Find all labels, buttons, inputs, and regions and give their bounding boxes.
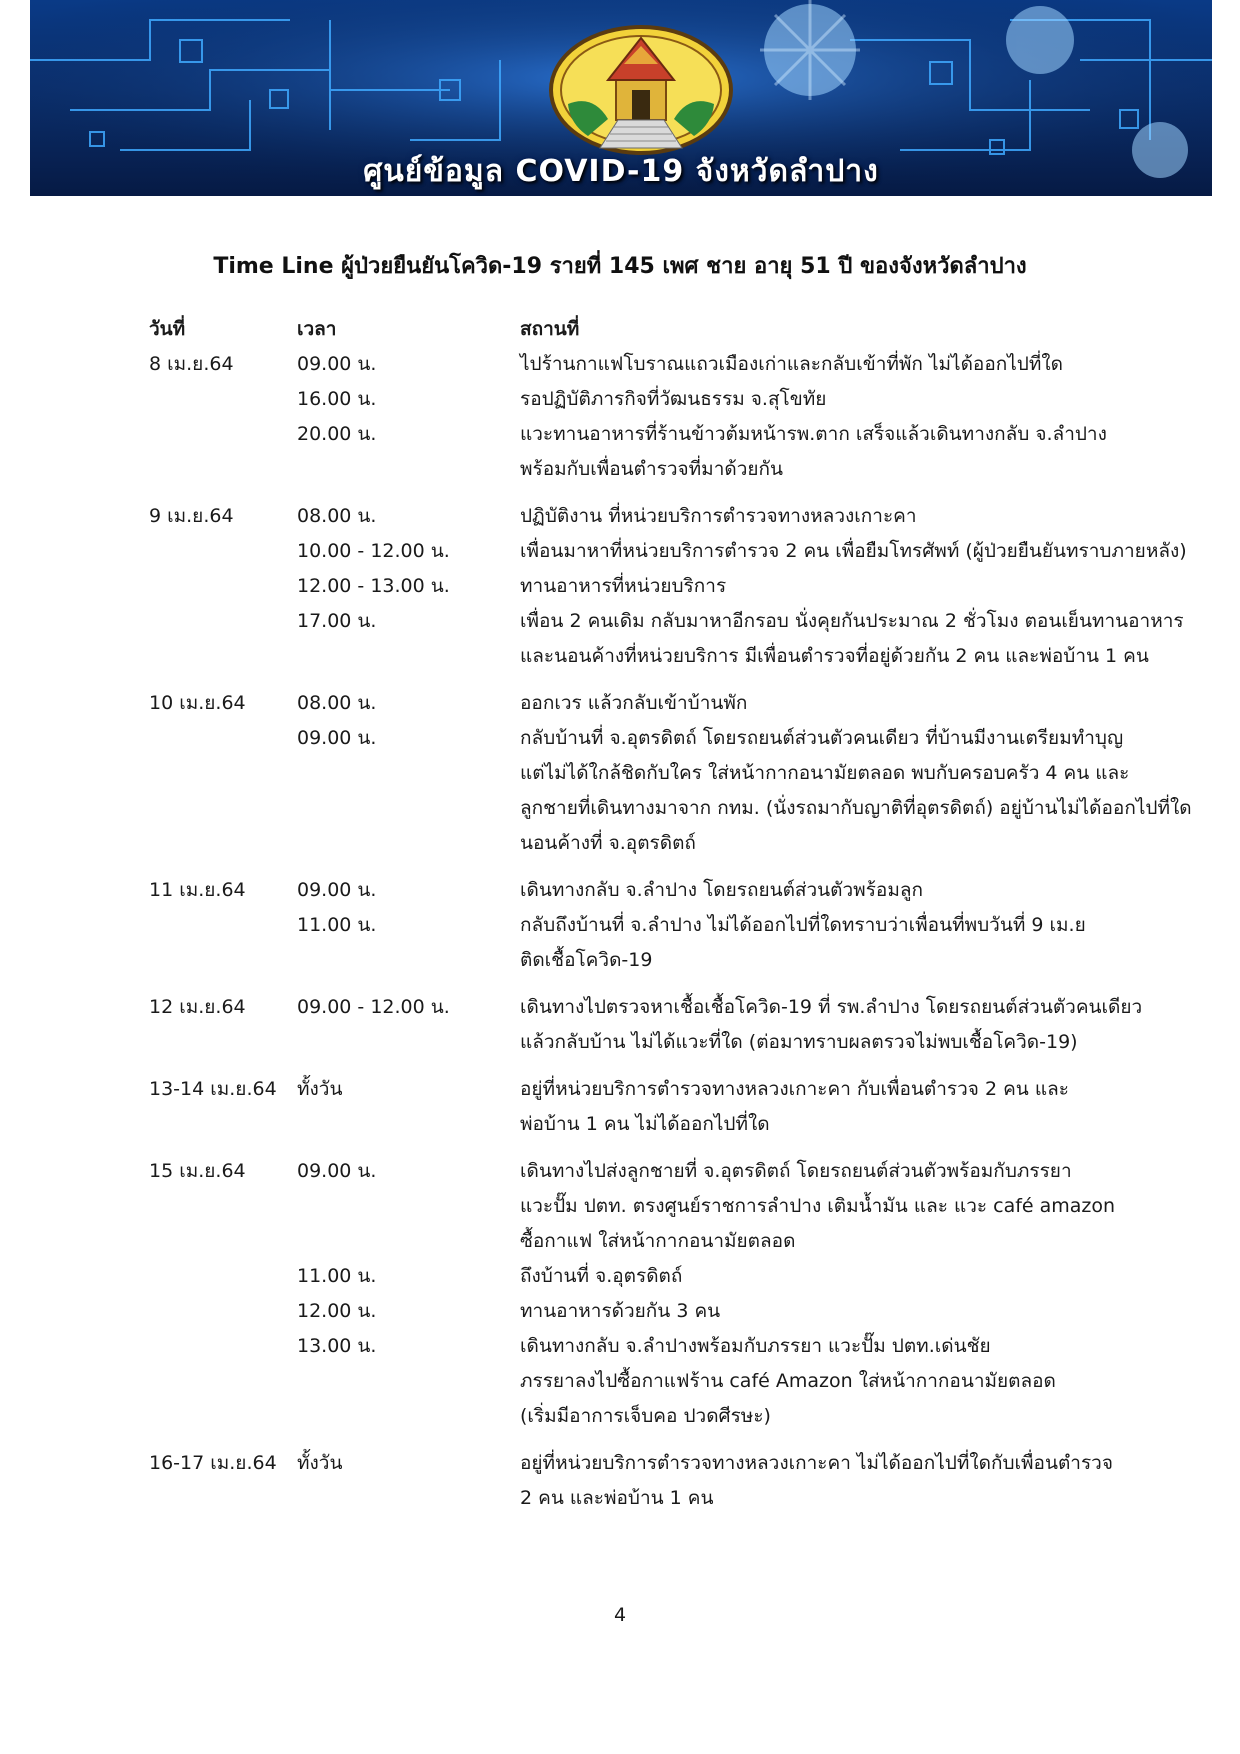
time-cell: 08.00 น. [297,505,377,527]
group-spacer [149,1142,1209,1154]
time-cell: 11.00 น. [297,914,377,936]
group-spacer [149,978,1209,990]
table-row [149,604,1209,674]
timeline-day-group [149,990,1209,1060]
table-row [149,1446,1209,1516]
table-row [149,417,1209,487]
place-line: เดินทางไปตรวจหาเชื้อเชื้อโควิด-19 ที่ รพ.ลำปาง โดยรถยนต์ส่วนตัวคนเดียว [520,996,1143,1018]
time-cell: 09.00 น. [297,727,377,749]
time-cell: 09.00 น. [297,1160,377,1182]
date-cell: 9 เม.ย.64 [149,505,234,527]
place-line: พร้อมกับเพื่อนตำรวจที่มาด้วยกัน [520,458,784,480]
place-line: ติดเชื้อโควิด-19 [520,949,653,971]
time-cell: 09.00 น. [297,879,377,901]
lampang-province-seal-icon [548,24,734,156]
time-cell: 11.00 น. [297,1265,377,1287]
time-cell: 08.00 น. [297,692,377,714]
timeline-day-group [149,873,1209,978]
place-line: กลับถึงบ้านที่ จ.ลำปาง ไม่ได้ออกไปที่ใดทราบว่าเพื่อนที่พบวันที่ 9 เม.ย [520,914,1086,936]
page-number: 4 [613,1604,627,1626]
time-cell: 10.00 - 12.00 น. [297,540,450,562]
place-cell [520,534,1209,569]
time-cell: 13.00 น. [297,1335,377,1357]
place-line: เพื่อนมาหาที่หน่วยบริการตำรวจ 2 คน เพื่อยืมโทรศัพท์ (ผู้ป่วยยืนยันทราบภายหลัง) [520,540,1187,562]
place-line: กลับบ้านที่ จ.อุตรดิตถ์ โดยรถยนต์ส่วนตัวคนเดียว ที่บ้านมีงานเตรียมทำบุญ [520,727,1124,749]
place-line: ออกเวร แล้วกลับเข้าบ้านพัก [520,692,748,714]
table-row [149,1259,1209,1294]
timeline-body [149,347,1209,1516]
time-cell: 09.00 น. [297,353,377,375]
place-line: แวะปั๊ม ปตท. ตรงศูนย์ราชการลำปาง เติมน้ำมัน และ แวะ café amazon [520,1195,1116,1217]
date-cell [149,1329,297,1434]
table-row [149,1329,1209,1434]
table-row [149,721,1209,861]
date-cell [149,1294,297,1329]
date-cell [149,417,297,487]
timeline-day-group [149,347,1209,487]
time-cell: 16.00 น. [297,388,377,410]
place-cell [520,382,1209,417]
place-line: เดินทางกลับ จ.ลำปาง โดยรถยนต์ส่วนตัวพร้อมลูก [520,879,923,901]
header-date: วันที่ [149,318,186,340]
group-spacer [149,1060,1209,1072]
place-line: รอปฏิบัติภารกิจที่วัฒนธรรม จ.สุโขทัย [520,388,827,410]
place-cell [520,1329,1209,1434]
timeline-day-group [149,1446,1209,1516]
date-cell: 15 เม.ย.64 [149,1160,246,1182]
date-cell: 11 เม.ย.64 [149,879,246,901]
date-cell [149,604,297,674]
date-cell: 12 เม.ย.64 [149,996,246,1018]
date-cell: 16-17 เม.ย.64 [149,1452,277,1474]
place-cell [520,417,1209,487]
place-cell [520,873,1209,908]
time-cell: ทั้งวัน [297,1452,343,1474]
place-cell [520,604,1209,674]
table-row [149,908,1209,978]
time-cell: 09.00 - 12.00 น. [297,996,450,1018]
date-cell [149,534,297,569]
place-line: เพื่อน 2 คนเดิม กลับมาหาอีกรอบ นั่งคุยกันประมาณ 2 ชั่วโมง ตอนเย็นทานอาหาร [520,610,1184,632]
timeline-day-group [149,499,1209,674]
date-cell: 8 เม.ย.64 [149,353,234,375]
place-line: 2 คน และพ่อบ้าน 1 คน [520,1487,714,1509]
place-line: แล้วกลับบ้าน ไม่ได้แวะที่ใด (ต่อมาทราบผลตรวจไม่พบเชื้อโควิด-19) [520,1031,1078,1053]
place-line: ไปร้านกาแฟโบราณแถวเมืองเก่าและกลับเข้าที่พัก ไม่ได้ออกไปที่ใด [520,353,1064,375]
place-line: (เริ่มมีอาการเจ็บคอ ปวดศีรษะ) [520,1405,771,1427]
place-cell [520,1154,1209,1259]
place-cell [520,1259,1209,1294]
group-spacer [149,674,1209,686]
place-line: ปฏิบัติงาน ที่หน่วยบริการตำรวจทางหลวงเกาะคา [520,505,917,527]
table-row [149,382,1209,417]
place-cell [520,1294,1209,1329]
table-row [149,990,1209,1060]
place-line: ทานอาหารด้วยกัน 3 คน [520,1300,721,1322]
place-line: เดินทางไปส่งลูกชายที่ จ.อุตรดิตถ์ โดยรถยนต์ส่วนตัวพร้อมกับภรรยา [520,1160,1072,1182]
place-line: ภรรยาลงไปซื้อกาแฟร้าน café Amazon ใส่หน้ากากอนามัยตลอด [520,1370,1056,1392]
date-cell: 13-14 เม.ย.64 [149,1078,277,1100]
time-cell: 17.00 น. [297,610,377,632]
place-cell [520,721,1209,861]
group-spacer [149,861,1209,873]
header-banner [30,0,1212,196]
timeline-day-group [149,1072,1209,1142]
place-line: ซื้อกาแฟ ใส่หน้ากากอนามัยตลอด [520,1230,796,1252]
place-line: ถึงบ้านที่ จ.อุตรดิตถ์ [520,1265,683,1287]
place-line: เดินทางกลับ จ.ลำปางพร้อมกับภรรยา แวะปั๊ม ปตท.เด่นชัย [520,1335,991,1357]
table-row [149,534,1209,569]
header-time: เวลา [297,318,337,340]
table-row [149,686,1209,721]
place-line: อยู่ที่หน่วยบริการตำรวจทางหลวงเกาะคา ไม่ได้ออกไปที่ใดกับเพื่อนตำรวจ [520,1452,1113,1474]
place-cell [520,499,1209,534]
table-row [149,1072,1209,1142]
place-cell [520,908,1209,978]
time-cell: 20.00 น. [297,423,377,445]
timeline-day-group [149,686,1209,861]
table-row [149,1294,1209,1329]
date-cell [149,569,297,604]
place-cell [520,686,1209,721]
page-title: Time Line ผู้ป่วยยืนยันโควิด-19 รายที่ 145 เพศ ชาย อายุ 51 ปี ของจังหวัดลำปาง [213,254,1027,279]
date-cell [149,1259,297,1294]
table-row [149,1154,1209,1259]
time-cell: 12.00 - 13.00 น. [297,575,450,597]
date-cell [149,382,297,417]
table-row [149,499,1209,534]
place-line: แวะทานอาหารที่ร้านข้าวต้มหน้ารพ.ตาก เสร็จแล้วเดินทางกลับ จ.ลำปาง [520,423,1107,445]
banner-title: ศูนย์ข้อมูล COVID-19 จังหวัดลำปาง [363,154,879,189]
group-spacer [149,487,1209,499]
place-line: พ่อบ้าน 1 คน ไม่ได้ออกไปที่ใด [520,1113,770,1135]
time-cell: 12.00 น. [297,1300,377,1322]
place-cell [520,990,1209,1060]
date-cell [149,721,297,861]
place-line: ลูกชายที่เดินทางมาจาก กทม. (นั่งรถมากับญาติที่อุตรดิตถ์) อยู่บ้านไม่ได้ออกไปที่ใด [520,797,1192,819]
timeline-table [149,312,1209,1516]
table-row [149,873,1209,908]
date-cell [149,908,297,978]
place-line: และนอนค้างที่หน่วยบริการ มีเพื่อนตำรวจที่อยู่ด้วยกัน 2 คน และพ่อบ้าน 1 คน [520,645,1149,667]
place-line: นอนค้างที่ จ.อุตรดิตถ์ [520,832,696,854]
place-line: ทานอาหารที่หน่วยบริการ [520,575,727,597]
place-cell [520,569,1209,604]
date-cell: 10 เม.ย.64 [149,692,246,714]
group-spacer [149,1434,1209,1446]
place-line: แต่ไม่ได้ใกล้ชิดกับใคร ใส่หน้ากากอนามัยตลอด พบกับครอบครัว 4 คน และ [520,762,1130,784]
place-cell [520,1446,1209,1516]
table-row [149,569,1209,604]
timeline-day-group [149,1154,1209,1434]
header-place: สถานที่ [520,318,580,340]
place-cell [520,347,1209,382]
place-cell [520,1072,1209,1142]
place-line: อยู่ที่หน่วยบริการตำรวจทางหลวงเกาะคา กับเพื่อนตำรวจ 2 คน และ [520,1078,1069,1100]
time-cell: ทั้งวัน [297,1078,343,1100]
table-row [149,347,1209,382]
table-header [149,312,1209,347]
